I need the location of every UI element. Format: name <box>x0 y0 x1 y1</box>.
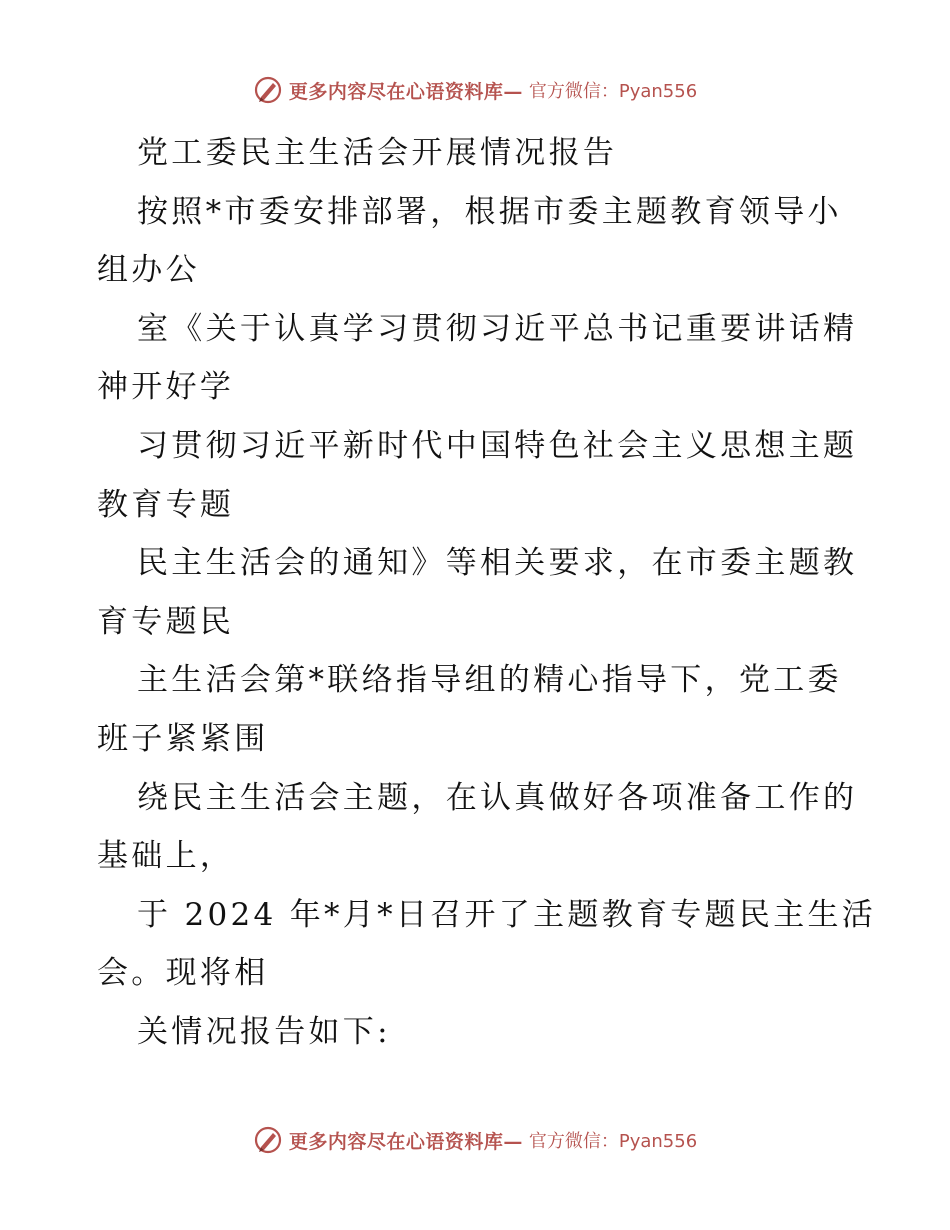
text-line: 于 2024 年*月*日召开了主题教育专题民主生活 <box>137 896 877 933</box>
text-line: 室《关于认真学习贯彻习近平总书记重要讲话精 <box>137 310 858 347</box>
header-watermark <box>0 70 950 110</box>
text-line: 神开好学 <box>97 369 235 406</box>
text-line: 主生活会第*联络指导组的精心指导下，党工委 <box>137 662 842 699</box>
text-line: 民主生活会的通知》等相关要求，在市委主题教 <box>137 545 858 582</box>
text-line: 习贯彻习近平新时代中国特色社会主义思想主题 <box>137 427 858 464</box>
text-line: 基础上， <box>97 838 235 875</box>
footer-watermark <box>0 1120 950 1160</box>
text-line: 育专题民 <box>97 603 235 640</box>
text-line: 教育专题 <box>97 486 235 523</box>
pen-logo-icon <box>253 1125 283 1155</box>
text-line: 关情况报告如下: <box>137 1013 391 1050</box>
watermark-wechat: 官方微信：Pyan556 <box>528 1131 698 1152</box>
watermark-text: 更多内容尽在心语资料库— <box>288 1130 523 1153</box>
document-body <box>97 124 877 1062</box>
text-line: 会。现将相 <box>97 955 269 992</box>
watermark-text: 更多内容尽在心语资料库— <box>288 80 523 103</box>
text-line: 按照*市委安排部署，根据市委主题教育领导小 <box>137 193 842 230</box>
text-line: 组办公 <box>97 252 200 289</box>
watermark-wechat: 官方微信：Pyan556 <box>528 81 698 102</box>
document-title: 党工委民主生活会开展情况报告 <box>137 135 618 171</box>
text-line: 班子紧紧围 <box>97 720 269 757</box>
pen-logo-icon <box>253 75 283 105</box>
text-line: 绕民主生活会主题，在认真做好各项准备工作的 <box>137 779 858 816</box>
